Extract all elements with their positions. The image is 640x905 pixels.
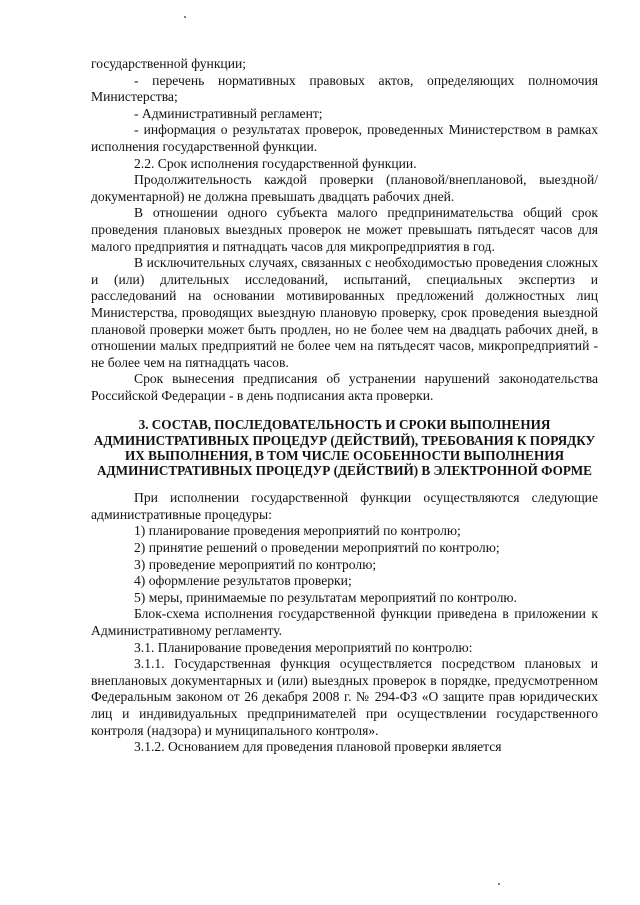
intro-line: - Административный регламент; (134, 105, 323, 121)
section-2-2-paragraph: В отношении одного субъекта малого предпринимательства общий срок проведения плановых выездных проверок не может превышать пятьдесят часов для малого предприятия и пятнадцать часов для микропредприятия в год. (91, 205, 598, 254)
section-2-2-paragraph: В исключительных случаях, связанных с необходимостью проведения сложных и (или) длительных исследований, испытаний, специальных экспертиз и расследований на основании мотивированных предложений должностных лиц Министерства, проводящих выездную плановую проверку, срок проведения выездной плановой проверки может быть продлен, но не более чем на двадцать рабочих дней, в отношении малых предприятий не более чем на пятьдесят часов, микропредприятий - не более чем на пятнадцать часов. (91, 255, 598, 370)
block-scheme-paragraph: Блок-схема исполнения государственной функции приведена в приложении к Административному регламенту. (91, 606, 598, 639)
section-3-intro: При исполнении государственной функции осуществляются следующие административные процедуры: (91, 490, 598, 522)
procedure-item: 1) планирование проведения мероприятий по контролю; (134, 523, 461, 539)
section-2-2-title: 2.2. Срок исполнения государственной функции. (134, 155, 417, 171)
document-body (91, 56, 598, 756)
intro-line: - перечень нормативных правовых актов, определяющих полномочия Министерства; (91, 72, 598, 105)
scan-speck (498, 883, 500, 885)
intro-line: государственной функции; (91, 56, 247, 71)
section-3-heading: 3. СОСТАВ, ПОСЛЕДОВАТЕЛЬНОСТЬ И СРОКИ ВЫПОЛНЕНИЯ АДМИНИСТРАТИВНЫХ ПРОЦЕДУР (ДЕЙСТВИЙ), ТРЕБОВАНИЯ К ПОРЯДКУ ИХ ВЫПОЛНЕНИЯ, В ТОМ ЧИСЛЕ ОСОБЕННОСТИ ВЫПОЛНЕНИЯ АДМИНИСТРАТИВНЫХ ПРОЦЕДУР (ДЕЙСТВИЙ) В ЭЛЕКТРОННОЙ ФОРМЕ (93, 417, 596, 479)
scan-speck (184, 16, 186, 18)
procedure-item: 3) проведение мероприятий по контролю; (134, 556, 377, 572)
section-2-2-paragraph: Срок вынесения предписания об устранении нарушений законодательства Российской Федерации - в день подписания акта проверки. (91, 371, 598, 403)
subsection-3-1-2: 3.1.2. Основанием для проведения плановой проверки является (134, 739, 502, 755)
procedure-item: 2) принятие решений о проведении мероприятий по контролю; (134, 540, 500, 556)
procedure-item: 4) оформление результатов проверки; (134, 573, 352, 589)
subsection-3-1: 3.1. Планирование проведения мероприятий по контролю: (134, 639, 473, 655)
subsection-3-1-1: 3.1.1. Государственная функция осуществляется посредством плановых и внеплановых документарных и (или) выездных проверок в порядке, предусмотренном Федеральным законом от 26 декабря 2008 г. № 294-ФЗ «О защите прав юридических лиц и индивидуальных предпринимателей при осуществлении государственного контроля (надзора) и муниципального контроля». (91, 656, 598, 738)
intro-line: - информация о результатах проверок, проведенных Министерством в рамках исполнения государственной функции. (91, 122, 598, 154)
procedure-item: 5) меры, принимаемые по результатам мероприятий по контролю. (134, 589, 517, 605)
section-2-2-paragraph: Продолжительность каждой проверки (плановой/внеплановой, выездной/документарной) не должна превышать двадцать рабочих дней. (91, 172, 598, 204)
